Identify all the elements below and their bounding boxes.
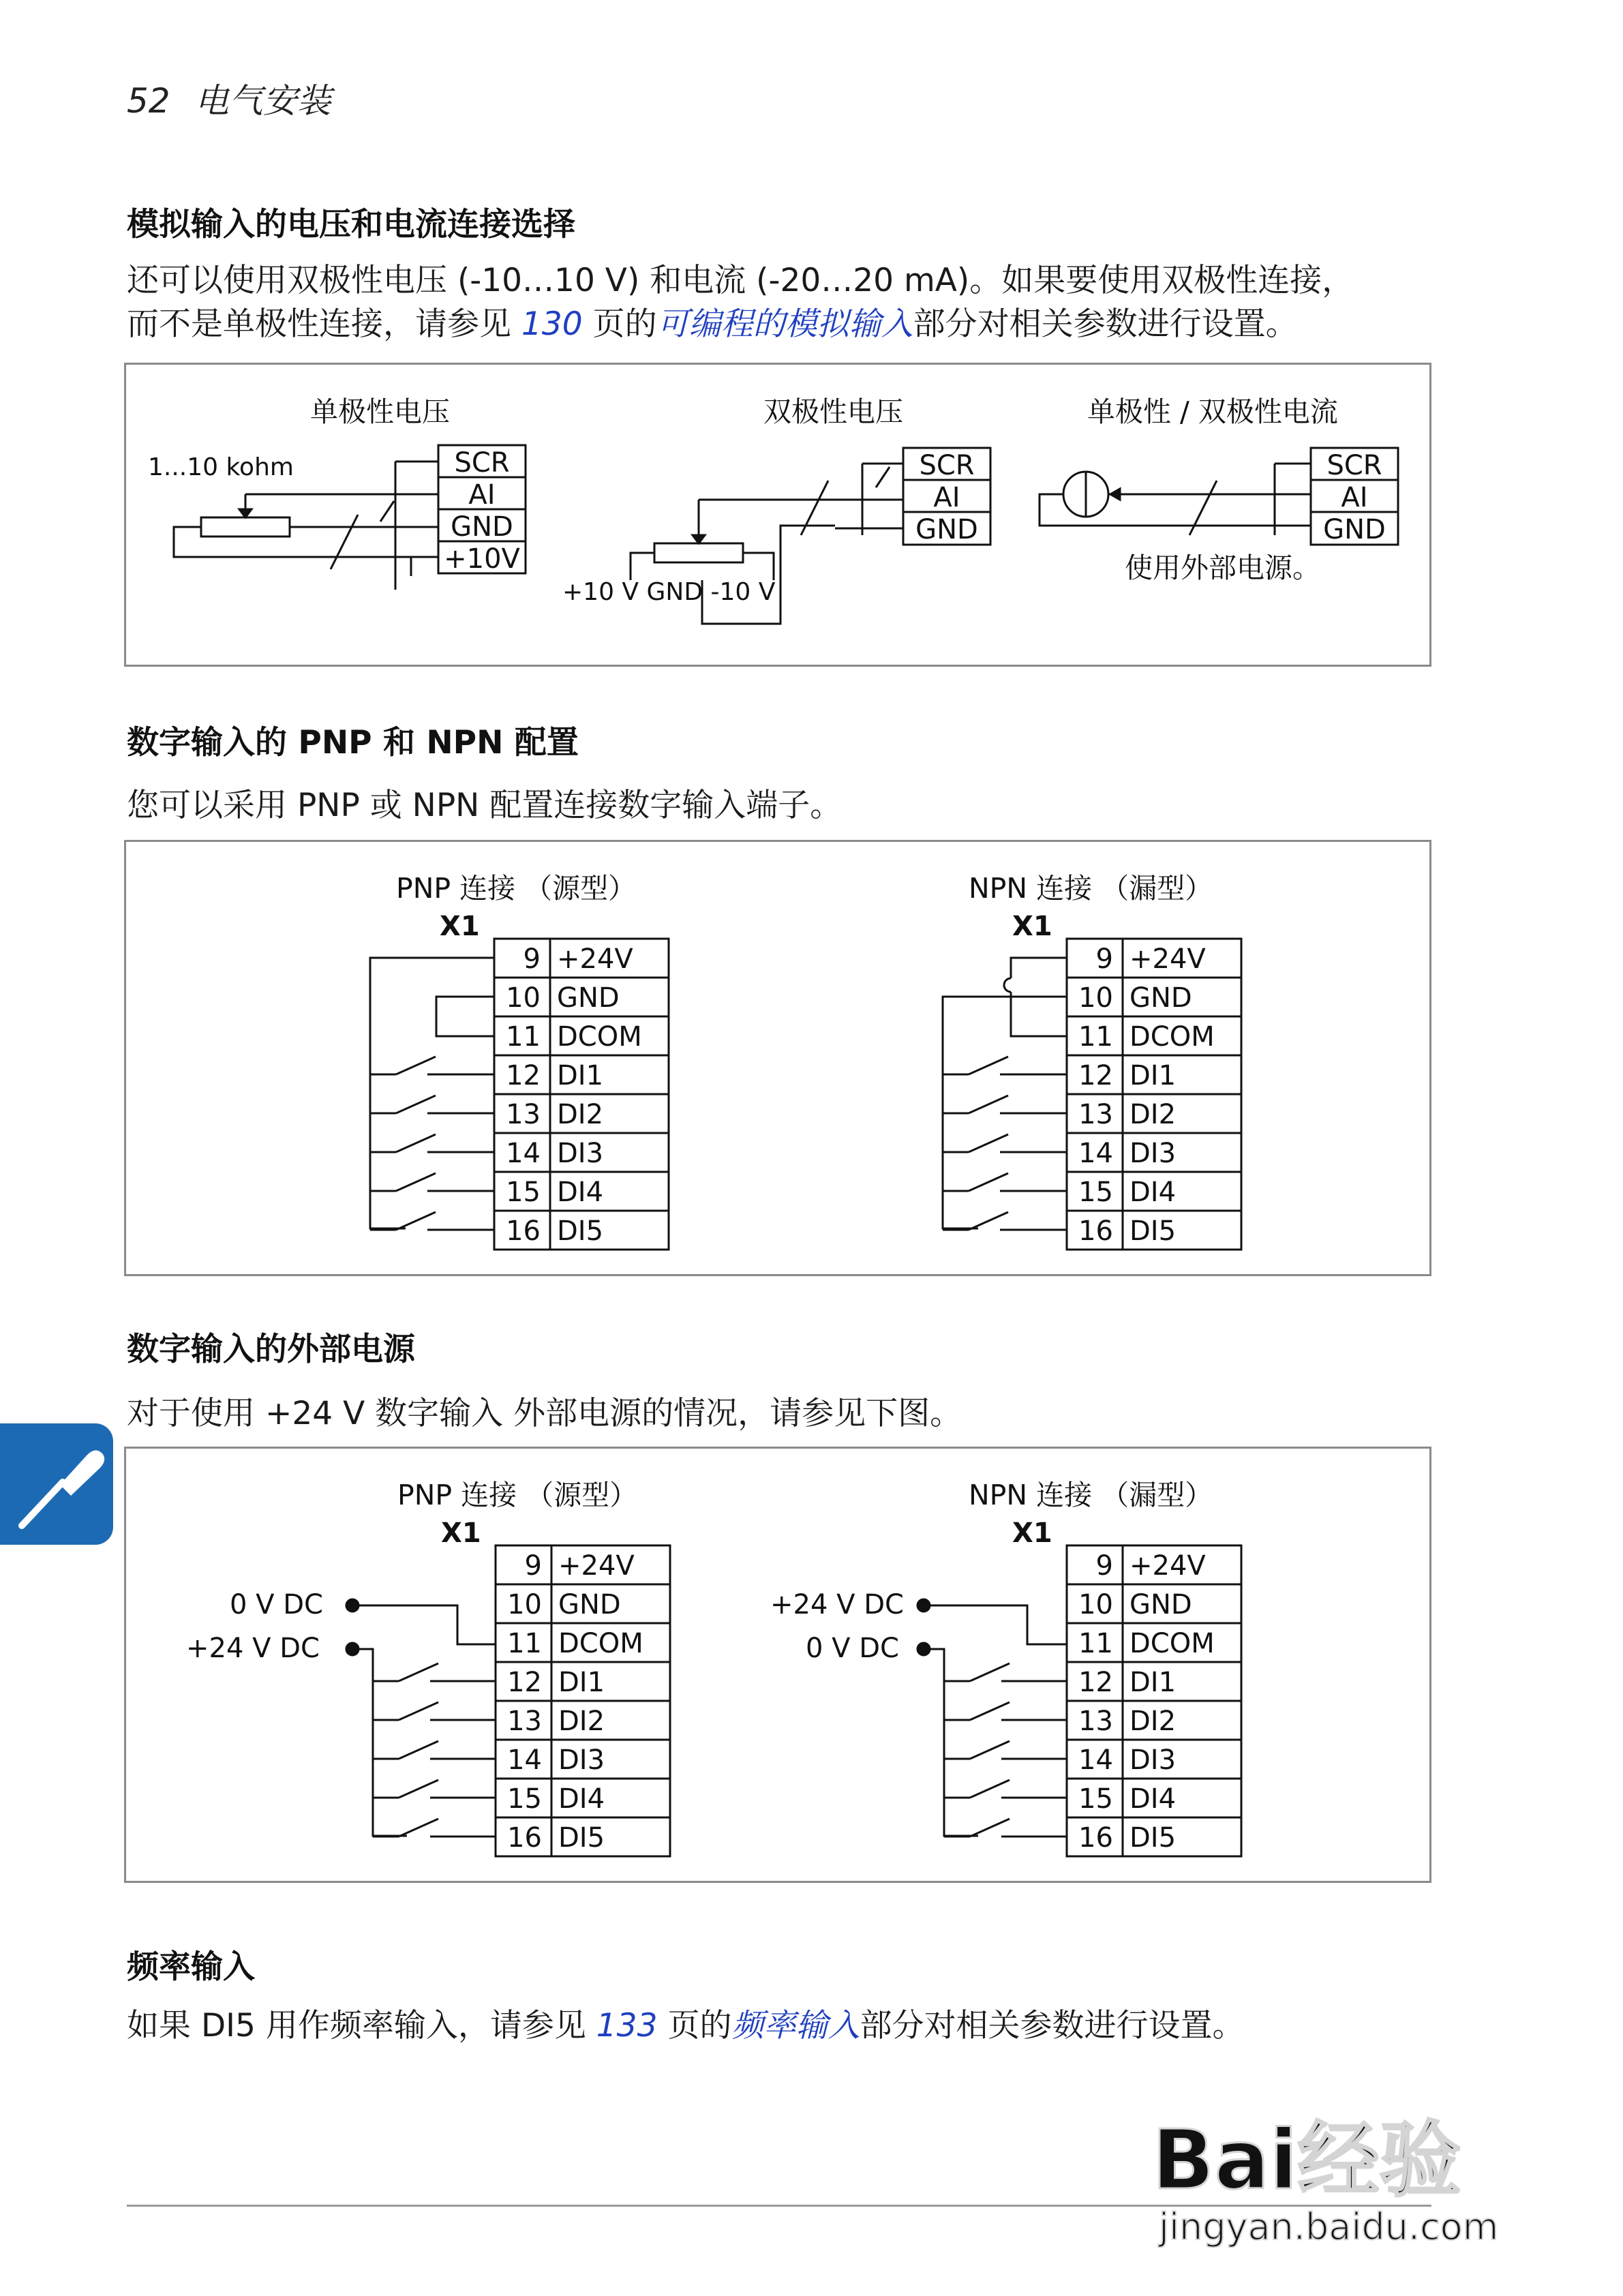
pnp-connector-label: X1	[441, 1517, 481, 1549]
terminal-name: DI3	[1129, 1138, 1177, 1169]
text: NPN	[426, 724, 504, 761]
switch-icon	[944, 1741, 1067, 1759]
terminal-row	[1067, 1133, 1241, 1172]
paragraph-analog-line1: 还可以使用双极性电压 (-10…10 V) 和电流 (-20…20 mA)。如果要使用双极性连接，	[127, 262, 1354, 299]
switch-icon	[944, 1702, 1067, 1720]
switch-icon	[373, 1819, 496, 1837]
npn-connector-label: X1	[1012, 1517, 1052, 1549]
watermark-url: jingyan.baidu.com	[1159, 2205, 1499, 2248]
terminal-row	[1067, 1817, 1241, 1856]
terminal-row	[494, 1016, 669, 1055]
terminal-name: DI3	[558, 1744, 605, 1776]
terminal-row	[496, 1545, 670, 1584]
pnp-switches	[373, 1663, 496, 1837]
npn-terminal-block	[1067, 1545, 1241, 1856]
current-title: 单极性 / 双极性电流	[1087, 395, 1338, 428]
terminal-row	[496, 1623, 670, 1662]
figure-pnp-npn	[124, 840, 1431, 1276]
heading-frequency-input: 频率输入	[127, 1948, 255, 1986]
terminal-row	[1067, 1055, 1241, 1094]
npn-lower-supply: 0 V DC	[806, 1633, 899, 1664]
terminal-name: DI1	[557, 1060, 604, 1091]
pnp-upper-supply: 0 V DC	[230, 1589, 323, 1620]
terminal-number: 14	[507, 1744, 542, 1776]
terminal-name: +24V	[1129, 943, 1206, 975]
switch-icon	[944, 1780, 1067, 1798]
switch-icon	[373, 1663, 496, 1681]
section-title: 电气安装	[194, 81, 331, 121]
page-number: 52	[127, 81, 170, 121]
terminal-row	[1067, 1172, 1241, 1211]
terminal-number: 15	[507, 1783, 542, 1815]
terminal-row	[1067, 1584, 1241, 1623]
terminal-number: 15	[1078, 1783, 1113, 1815]
terminal-name: DCOM	[558, 1628, 643, 1659]
unipolar-title: 单极性电压	[310, 395, 450, 428]
terminal-number: 14	[506, 1138, 541, 1169]
switch-icon	[373, 1702, 496, 1720]
terminal-name: DI3	[557, 1138, 604, 1169]
terminal-row	[496, 1817, 670, 1856]
terminal-row	[494, 1094, 669, 1133]
terminal-row	[1067, 1094, 1241, 1133]
terminal-number: 9	[524, 1550, 542, 1582]
npn-upper-supply: +24 V DC	[770, 1589, 904, 1620]
resistance-label: 1...10 kohm	[148, 453, 294, 481]
page-header	[127, 74, 331, 123]
terminal-row	[496, 1662, 670, 1701]
link-frequency-input[interactable]: 频率输入	[731, 2007, 860, 2044]
terminal-name: DI1	[1129, 1060, 1177, 1091]
terminal-10v: +10V	[444, 543, 520, 575]
pnp-title: PNP 连接 （源型）	[396, 872, 637, 905]
terminal-row	[496, 1584, 670, 1623]
terminal-name: DCOM	[1129, 1628, 1215, 1659]
terminal-number: 11	[1078, 1628, 1113, 1659]
terminal-number: 13	[1078, 1706, 1113, 1737]
terminal-row	[1067, 1016, 1241, 1055]
text: 页的	[582, 305, 657, 343]
switch-icon	[943, 1057, 1067, 1074]
pnp-terminal-block	[496, 1545, 670, 1856]
terminal-row	[496, 1701, 670, 1740]
current-terminal-block	[1311, 448, 1398, 545]
screwdriver-icon	[0, 1423, 113, 1545]
text: 配置	[503, 724, 579, 761]
npn-connector-label: X1	[1012, 911, 1052, 942]
switch-icon	[370, 1212, 494, 1230]
terminal-name: DI5	[557, 1215, 604, 1247]
terminal-number: 15	[1078, 1177, 1113, 1208]
terminal-name: DI2	[558, 1706, 605, 1737]
terminal-number: 16	[507, 1822, 542, 1854]
baidu-watermark	[1152, 2093, 1561, 2263]
terminal-number: 14	[1078, 1744, 1113, 1776]
terminal-number: 9	[1095, 1550, 1113, 1582]
chapter-tab[interactable]	[0, 1423, 113, 1545]
terminal-name: DI1	[1129, 1667, 1177, 1698]
paragraph-analog-line2	[127, 303, 1298, 346]
page-link-130[interactable]: 130	[521, 305, 583, 343]
text: PNP	[298, 724, 372, 761]
terminal-row	[1067, 978, 1241, 1016]
paragraph-frequency-input	[127, 2004, 1244, 2048]
terminal-name: DCOM	[557, 1021, 642, 1053]
switch-icon	[370, 1096, 494, 1113]
terminal-name: DI2	[1129, 1706, 1177, 1737]
paragraph-pnp-npn: 您可以采用 PNP 或 NPN 配置连接数字输入端子。	[127, 787, 843, 824]
bipolar-terminal-block	[903, 448, 990, 545]
terminal-name: DI5	[1129, 1822, 1177, 1854]
switch-icon	[370, 1173, 494, 1191]
paragraph-external-supply: 对于使用 +24 V 数字输入 外部电源的情况，请参见下图。	[127, 1395, 962, 1432]
terminal-number: 16	[1078, 1215, 1113, 1247]
switch-icon	[370, 1134, 494, 1152]
terminal-name: +24V	[557, 943, 633, 975]
unipolar-terminal-block	[438, 445, 526, 575]
switch-icon	[943, 1096, 1067, 1113]
terminal-scr: SCR	[454, 447, 510, 479]
bipolar-supply-labels: +10 V GND -10 V	[562, 578, 776, 606]
terminal-row	[496, 1740, 670, 1779]
terminal-name: DI2	[1129, 1099, 1177, 1130]
pnp-connector-label: X1	[440, 911, 480, 942]
terminal-number: 9	[523, 943, 541, 975]
text: 和	[371, 724, 427, 761]
figure-analog-connections	[124, 363, 1431, 667]
terminal-number: 10	[507, 1589, 542, 1620]
heading-analog-selection: 模拟输入的电压和电流连接选择	[127, 206, 575, 243]
heading-pnp-npn	[127, 717, 579, 763]
text: 部分对相关参数进行设置。	[913, 305, 1298, 343]
terminal-number: 11	[1078, 1021, 1113, 1053]
terminal-number: 13	[506, 1099, 541, 1130]
terminal-row	[494, 978, 669, 1016]
terminal-name: +24V	[558, 1550, 635, 1582]
terminal-number: 12	[507, 1667, 542, 1698]
npn-switches	[944, 1663, 1067, 1837]
terminal-gnd: GND	[915, 514, 978, 545]
terminal-ai: AI	[933, 482, 960, 513]
switch-icon	[944, 1819, 1067, 1837]
switch-icon	[370, 1057, 494, 1074]
terminal-row	[494, 1055, 669, 1094]
terminal-name: DCOM	[1129, 1021, 1215, 1053]
potentiometer-icon	[201, 517, 290, 537]
switch-icon	[373, 1741, 496, 1759]
terminal-row	[1067, 1701, 1241, 1740]
terminal-name: GND	[1129, 1589, 1192, 1620]
watermark-brand: Bai经验	[1152, 2113, 1461, 2208]
pnp-switches	[370, 1057, 494, 1230]
terminal-gnd: GND	[451, 511, 513, 543]
page-link-133[interactable]: 133	[596, 2007, 658, 2044]
terminal-number: 12	[1078, 1060, 1113, 1091]
terminal-row	[1067, 1779, 1241, 1817]
terminal-row	[1067, 1740, 1241, 1779]
figure-external-supply	[124, 1447, 1431, 1883]
bipolar-title: 双极性电压	[763, 395, 903, 428]
heading-external-supply: 数字输入的外部电源	[127, 1331, 415, 1368]
terminal-number: 12	[1078, 1667, 1113, 1698]
terminal-row	[1067, 1623, 1241, 1662]
terminal-number: 15	[506, 1177, 541, 1208]
switch-icon	[943, 1134, 1067, 1152]
terminal-row	[494, 1172, 669, 1211]
terminal-row	[1067, 1662, 1241, 1701]
terminal-number: 10	[1078, 982, 1113, 1014]
terminal-ai: AI	[468, 479, 496, 511]
terminal-number: 16	[1078, 1822, 1113, 1854]
terminal-name: DI4	[1129, 1783, 1177, 1815]
terminal-number: 14	[1078, 1138, 1113, 1169]
npn-terminal-block	[1067, 939, 1241, 1250]
switch-icon	[943, 1173, 1067, 1191]
npn-switches	[943, 1057, 1067, 1230]
terminal-name: DI1	[558, 1667, 605, 1698]
terminal-name: +24V	[1129, 1550, 1206, 1582]
pnp-title: PNP 连接 （源型）	[397, 1479, 638, 1511]
terminal-gnd: GND	[1323, 514, 1386, 545]
terminal-name: DI3	[1129, 1744, 1177, 1776]
terminal-name: GND	[1129, 982, 1192, 1014]
terminal-number: 9	[1095, 943, 1113, 975]
npn-title: NPN 连接 （漏型）	[969, 1479, 1213, 1511]
potentiometer-icon	[654, 543, 743, 562]
switch-icon	[373, 1780, 496, 1798]
switch-icon	[944, 1663, 1067, 1681]
terminal-number: 13	[1078, 1099, 1113, 1130]
terminal-number: 11	[506, 1021, 541, 1053]
terminal-name: DI5	[558, 1822, 605, 1854]
terminal-number: 11	[507, 1628, 542, 1659]
terminal-number: 10	[1078, 1589, 1113, 1620]
terminal-ai: AI	[1341, 482, 1368, 513]
text: 数字输入的	[127, 724, 299, 761]
text: 部分对相关参数进行设置。	[860, 2007, 1245, 2044]
npn-title: NPN 连接 （漏型）	[969, 872, 1213, 905]
terminal-number: 10	[506, 982, 541, 1014]
terminal-name: GND	[557, 982, 620, 1014]
terminal-row	[1067, 939, 1241, 978]
terminal-scr: SCR	[919, 450, 975, 481]
pnp-lower-supply: +24 V DC	[186, 1633, 320, 1664]
terminal-number: 16	[506, 1215, 541, 1247]
terminal-name: DI4	[558, 1783, 605, 1815]
pnp-terminal-block	[494, 939, 669, 1250]
terminal-row	[1067, 1211, 1241, 1250]
external-supply-note: 使用外部电源。	[1125, 552, 1320, 584]
text: 如果 DI5 用作频率输入，请参见	[127, 2007, 596, 2044]
terminal-row	[494, 939, 669, 978]
link-programmable-analog-inputs[interactable]: 可编程的模拟输入	[656, 305, 913, 343]
switch-icon	[943, 1212, 1067, 1230]
text: 而不是单极性连接，请参见	[127, 305, 521, 343]
terminal-name: DI2	[557, 1099, 604, 1130]
text: 页的	[657, 2007, 732, 2044]
terminal-row	[494, 1211, 669, 1250]
terminal-name: DI4	[557, 1177, 604, 1208]
terminal-number: 13	[507, 1706, 542, 1737]
terminal-row	[1067, 1545, 1241, 1584]
terminal-name: DI5	[1129, 1215, 1177, 1247]
terminal-name: GND	[558, 1589, 621, 1620]
terminal-scr: SCR	[1326, 450, 1382, 481]
terminal-row	[496, 1779, 670, 1817]
terminal-row	[494, 1133, 669, 1172]
terminal-name: DI4	[1129, 1177, 1177, 1208]
terminal-number: 12	[506, 1060, 541, 1091]
